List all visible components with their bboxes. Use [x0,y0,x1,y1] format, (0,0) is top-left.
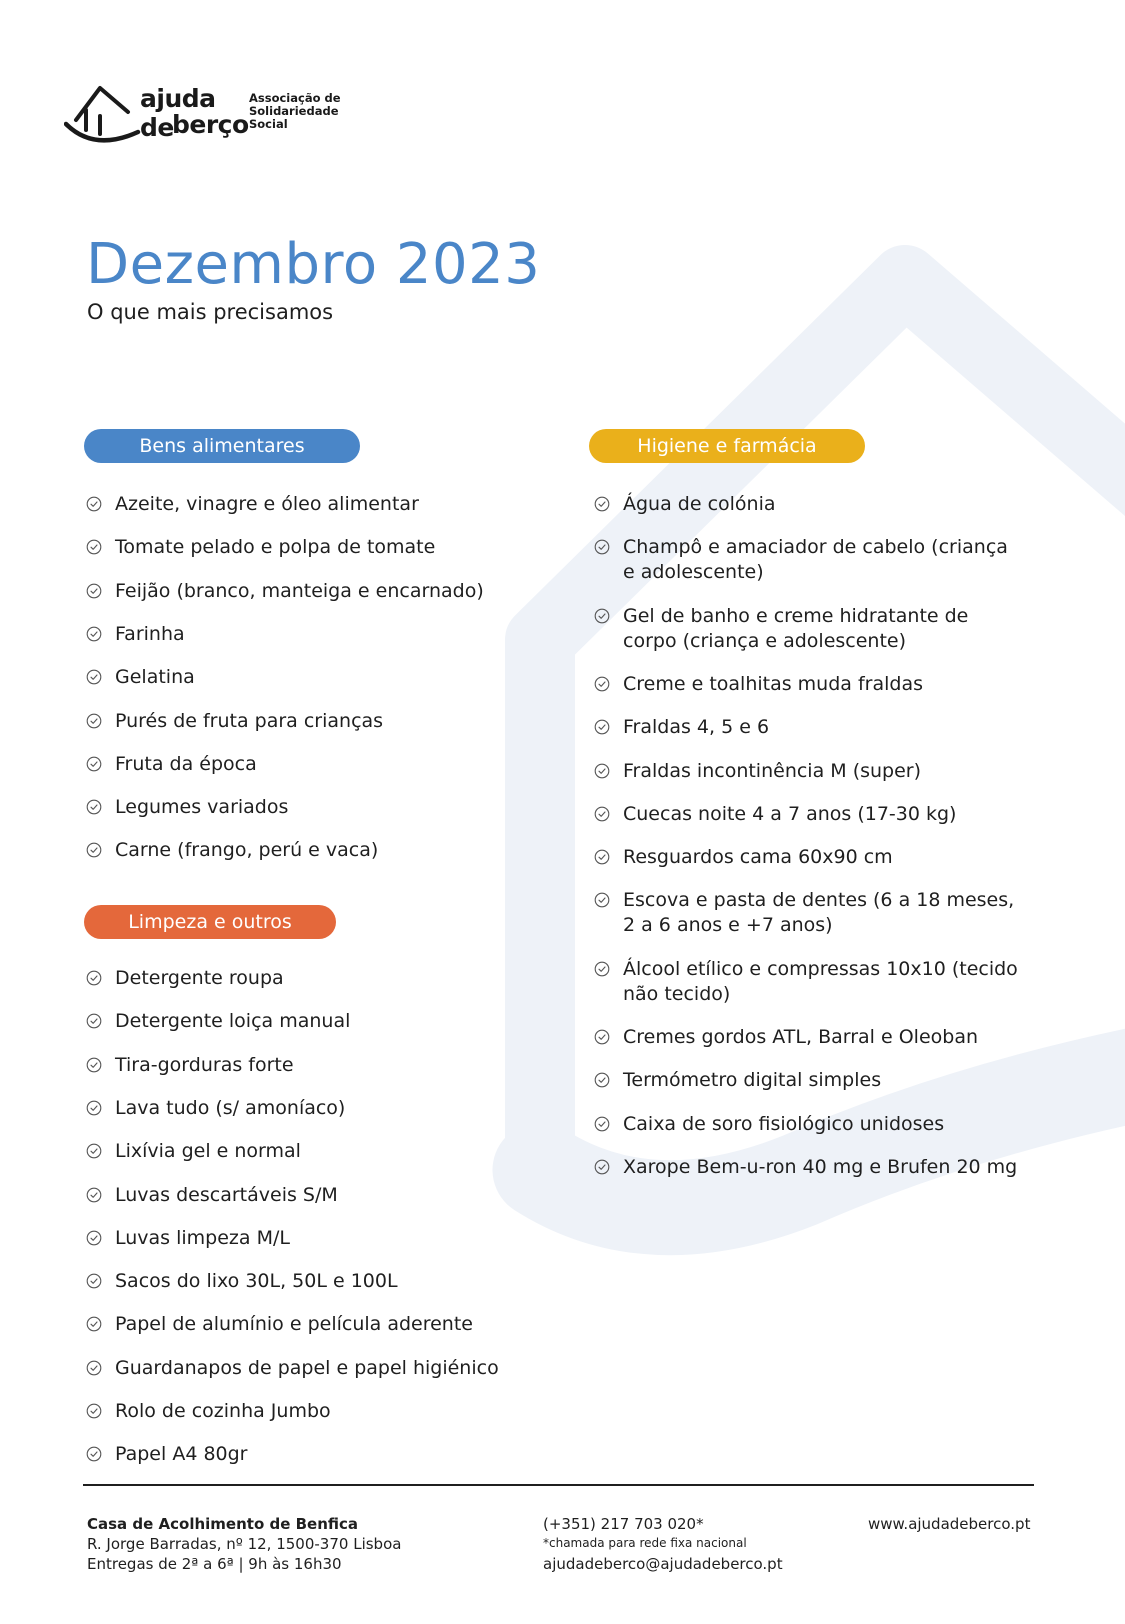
footer-website[interactable]: www.ajudadeberco.pt [868,1515,1031,1533]
list-item-text: Cuecas noite 4 a 7 anos (17-30 kg) [623,802,957,825]
logo-subtitle-2: Solidariedade [249,104,339,118]
list-item-text: Água de colónia [623,493,776,515]
check-circle-icon [594,608,610,624]
check-circle-icon [86,799,102,815]
check-circle-icon [86,970,102,986]
logo-text-line1: ajuda de [140,84,216,142]
check-circle-icon [594,763,610,779]
list-item [86,622,185,647]
list-item [594,535,1008,585]
list-item-text: Champô e amaciador de cabelo (criança e adolescente) [623,536,1008,584]
list-item [86,752,257,777]
list-item-text: Sacos do lixo 30L, 50L e 100L [115,1270,398,1293]
check-circle-icon [86,1100,102,1116]
list-item [594,1025,978,1050]
check-circle-icon [86,1187,102,1203]
list-item [594,957,1018,1007]
list-item [86,535,435,560]
list-item-text: Caixa de soro fisiológico unidoses [623,1112,945,1135]
section-label-hygiene: Higiene e farmácia [589,429,865,463]
footer-divider [83,1484,1034,1486]
list-item-text: Termómetro digital simples [623,1069,882,1092]
list-item-text: Feijão (branco, manteiga e encarnado) [115,579,484,602]
list-item-text: Guardanapos de papel e papel higiénico [115,1356,499,1379]
footer-phone-note: *chamada para rede fixa nacional [543,1536,747,1550]
check-circle-icon [594,539,610,555]
page-subtitle: O que mais precisamos [87,300,334,324]
logo-subtitle-3: Social [249,117,288,131]
list-item-text: Lixívia gel e normal [115,1140,301,1163]
list-item-text: Rolo de cozinha Jumbo [115,1400,331,1422]
list-item [86,838,378,863]
list-item [86,1226,290,1251]
list-item [86,1356,499,1381]
check-circle-icon [86,1273,102,1289]
list-item-text: Purés de fruta para crianças [115,709,384,732]
list-item-text: Luvas descartáveis S/M [115,1183,338,1206]
list-item [86,579,484,604]
check-circle-icon [86,1446,102,1462]
check-circle-icon [86,539,102,555]
list-item [594,1155,1017,1180]
list-item-text: Luvas limpeza M/L [115,1226,290,1249]
check-circle-icon [86,1360,102,1376]
check-circle-icon [86,626,102,642]
list-item [86,665,195,690]
list-item-text: Xarope Bem-u-ron 40 mg e Brufen 20 mg [623,1155,1018,1178]
list-item-text: Papel A4 80gr [115,1443,248,1466]
list-item-text: Tira-gorduras forte [115,1053,294,1076]
list-item [86,1312,473,1337]
list-item-text: Creme e toalhitas muda fraldas [623,672,923,695]
logo-subtitle-1: Associação de [249,91,341,105]
check-circle-icon [86,496,102,512]
list-item [594,492,776,517]
list-item-text: Fruta da época [115,752,257,775]
check-circle-icon [594,849,610,865]
list-item [86,1399,331,1424]
list-item [86,1183,338,1208]
check-circle-icon [86,1316,102,1332]
footer-phone[interactable]: (+351) 217 703 020* [543,1515,704,1533]
list-item-text: Álcool etílico e compressas 10x10 (tecido não tecido) [623,957,1018,1005]
list-item-text: Lava tudo (s/ amoníaco) [115,1096,346,1119]
footer-address: R. Jorge Barradas, nº 12, 1500-370 Lisboa [87,1535,402,1553]
check-circle-icon [86,669,102,685]
list-item [86,1009,350,1034]
list-item-text: Gelatina [115,666,195,689]
list-item-text: Azeite, vinagre e óleo alimentar [115,493,419,515]
check-circle-icon [594,496,610,512]
list-item-text: Fraldas 4, 5 e 6 [623,716,770,739]
list-item [594,672,923,697]
list-item [86,492,419,517]
footer-email[interactable]: ajudadeberco@ajudadeberco.pt [543,1555,783,1573]
list-item-text: Carne (frango, perú e vaca) [115,839,379,862]
check-circle-icon [86,1013,102,1029]
list-item-text: Fraldas incontinência M (super) [623,759,922,782]
check-circle-icon [594,892,610,908]
list-item-text: Tomate pelado e polpa de tomate [115,536,436,559]
list-item [86,709,383,734]
check-circle-icon [86,1143,102,1159]
check-circle-icon [86,842,102,858]
list-item-text: Detergente roupa [115,967,284,989]
list-item [86,1139,301,1164]
check-circle-icon [86,1057,102,1073]
check-circle-icon [86,756,102,772]
footer-org: Casa de Acolhimento de Benfica [87,1515,359,1533]
check-circle-icon [594,1072,610,1088]
list-item [594,604,968,654]
check-circle-icon [86,1230,102,1246]
list-item-text: Legumes variados [115,796,289,819]
list-item [86,1269,398,1294]
list-item [86,966,284,991]
list-item [86,1053,294,1078]
list-item-text: Gel de banho e creme hidratante de corpo (criança e adolescente) [623,604,969,652]
list-item [594,759,921,784]
check-circle-icon [594,719,610,735]
list-item-text: Cremes gordos ATL, Barral e Oleoban [623,1026,979,1048]
logo [64,82,341,152]
list-item [594,715,769,740]
logo-text-line2: berço [172,110,249,139]
list-item [594,1112,944,1137]
list-item-text: Escova e pasta de dentes (6 a 18 meses, 2 a 6 anos e +7 anos) [623,889,1015,937]
house-cradle-icon [64,82,144,154]
list-item-text: Resguardos cama 60x90 cm [623,846,893,869]
list-item [86,795,288,820]
page-title: Dezembro 2023 [86,232,541,297]
list-item-text: Farinha [115,622,185,645]
section-label-food: Bens alimentares [84,429,360,463]
list-item-text: Detergente loiça manual [115,1010,351,1033]
check-circle-icon [594,961,610,977]
list-item [594,1068,881,1093]
check-circle-icon [594,1116,610,1132]
list-item [594,845,893,870]
list-item [594,802,956,827]
check-circle-icon [594,1159,610,1175]
footer-hours: Entregas de 2ª a 6ª | 9h às 16h30 [87,1555,342,1573]
list-item-text: Papel de alumínio e película aderente [115,1313,473,1336]
check-circle-icon [594,1029,610,1045]
section-label-cleaning: Limpeza e outros [84,905,336,939]
list-item [594,888,1014,938]
list-item [86,1096,345,1121]
list-item [86,1442,248,1467]
check-circle-icon [594,676,610,692]
check-circle-icon [86,583,102,599]
check-circle-icon [86,713,102,729]
check-circle-icon [86,1403,102,1419]
check-circle-icon [594,806,610,822]
